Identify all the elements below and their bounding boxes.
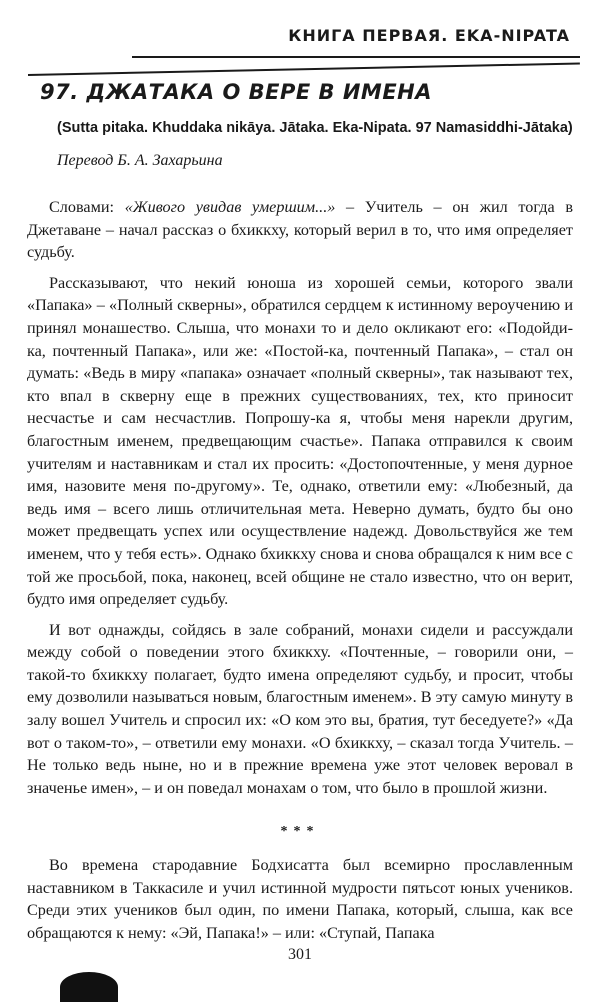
source-citation: (Sutta pitaka. Khuddaka nikāya. Jātaka. Eka-Nipata. 97 Namasiddhi-Jātaka) — [57, 120, 573, 136]
corner-ornament — [60, 972, 118, 1002]
body-text — [27, 196, 573, 944]
chapter-title: 97. ДЖАТАКА О ВЕРЕ В ИМЕНА — [40, 80, 433, 104]
paragraph-lead: Словами: — [49, 198, 125, 216]
title-rule — [28, 62, 580, 76]
paragraph: Рассказывают, что некий юноша из хорошей семьи, которого звали «Папака» – «Полный скверны», обратился сердцем к истинному вероучению и принял монашество. Слыша, что монахи то и дело окликают его: «Подойди-ка, почтенный Папака», или же: «Постой-ка, почтенный Папака», – стал он думать: «Ведь в миру «папака» означает «полный скверны», так называют тех, кто впал в скверну еще в прежних существованиях, тех, кто приносит несчастье и сам несчастлив. Попрошу-ка я, чтобы меня нарекли другим, благостным именем, предвещающим счастье». Папака отправился к своим учителям и наставникам и стал их просить: «Достопочтенные, у меня дурное имя, назовите меня по-другому». Те, однако, ответили ему: «Любезный, да ведь имя – всего лишь отличительная мета. Неверно думать, будто бы оно может предвещать успех или осуществление надежд. Довольствуйся же тем именем, что у тебя есть». Однако бхиккху снова и снова обращался к ним все с той же просьбой, пока, наконец, всей общине не стало известно, что он верит, будто имя определяет судьбу. — [27, 273, 573, 609]
paragraph: Во времена стародавние Бодхисатта был всемирно прославленным наставником в Таккасиле и учил истинной мудрости пятьсот юных учеников. Среди этих учеников был один, по имени Папака, который, слыша, как все обращаются к нему: «Эй, Папака!» – или: «Ступай, Папака — [27, 856, 573, 942]
section-separator: *** — [280, 824, 320, 840]
header-rule — [132, 56, 580, 58]
quoted-verse: «Живого увидав умершим...» — [124, 198, 336, 216]
running-head: КНИГА ПЕРВАЯ. EKA-NIPATA — [288, 26, 570, 45]
paragraph-text: – Учитель – он жил тогда в Джетаване – начал рассказ о бхиккху, который верил в то, что имя определяет судьбу. — [27, 198, 573, 262]
paragraph: И вот однажды, сойдясь в зале собраний, монахи сидели и рассуждали между собой о поведении этого бхиккху. «Почтенные, – говорили они, – такой-то бхиккху полагает, будто имена определяют судьбу, и просит, чтобы ему дозволили называться новым, благостным именем». В эту самую минуту в залу вошел Учитель и спросил их: «О ком это вы, братия, тут беседуете?» «Да вот о таком-то», – ответили ему монахи. «О бхиккху, – сказал тогда Учитель. – Не только ведь ныне, но и в прежние времена уже этот человек веровал в значенье имен», – и он поведал монахам о том, что было в прошлой жизни. — [27, 620, 573, 797]
translator-credit: Перевод Б. А. Захарьина — [57, 152, 223, 169]
page-number: 301 — [288, 946, 312, 963]
paragraph — [27, 196, 573, 264]
